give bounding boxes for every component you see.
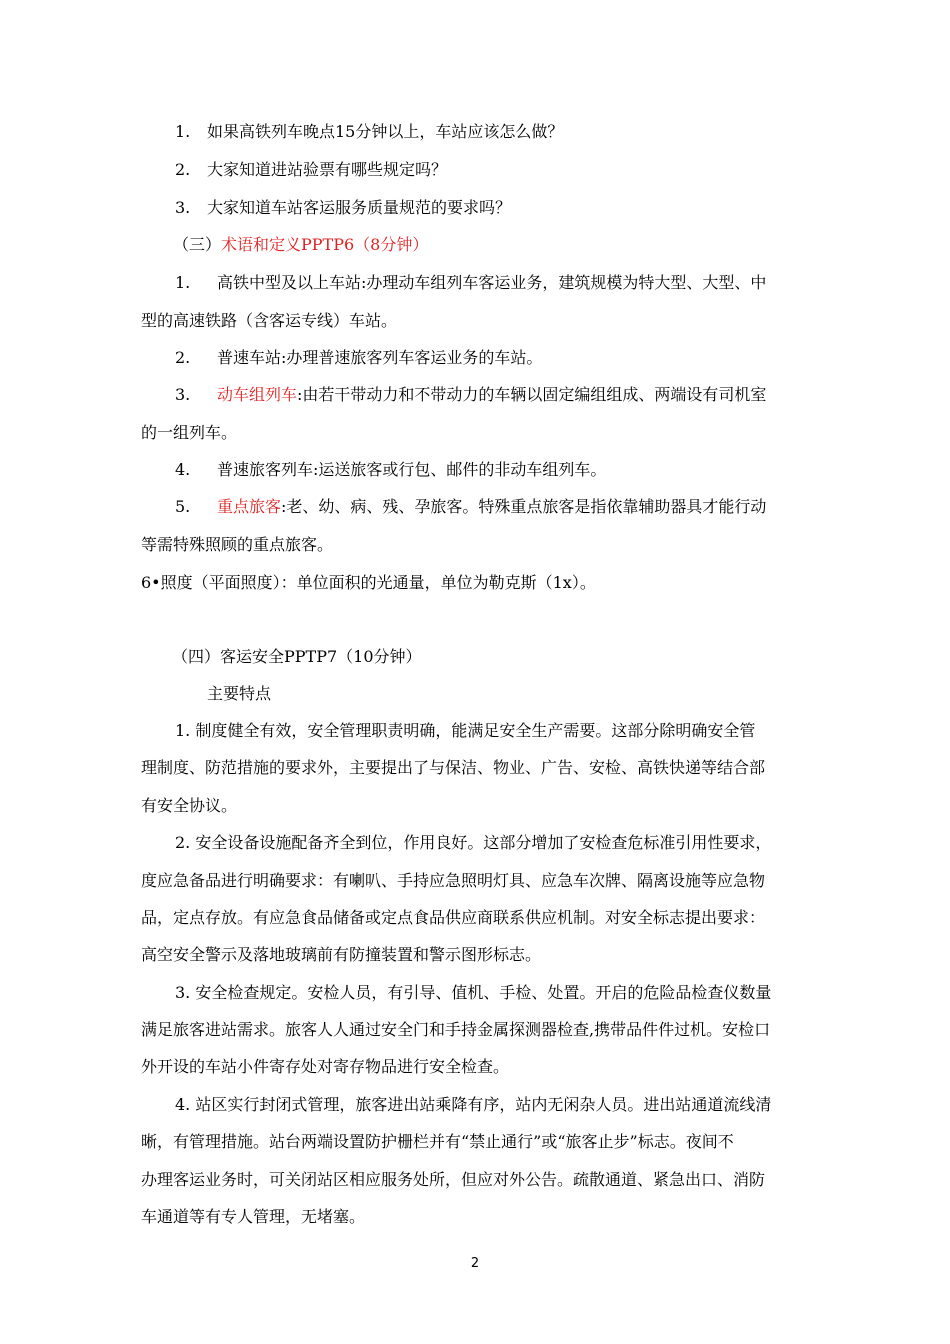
feature-paragraph-line: 有安全协议。: [141, 796, 238, 815]
feature-paragraph-line: 晰，有管理措施。站台两端设置防护栅栏并有“禁止通行”或“旅客止步”标志。夜间不: [141, 1132, 734, 1151]
question-item: [175, 160, 447, 180]
feature-paragraph-line: 4. 站区实行封闭式管理，旅客进出站乘降有序，站内无闲杂人员。进出站通道流线清: [175, 1095, 772, 1114]
definition-number: 5.: [175, 497, 191, 516]
feature-paragraph-line: 2. 安全设备设施配备齐全到位，作用良好。这部分增加了安检查危标准引用性要求，: [175, 833, 772, 852]
question-text: 如果高铁列车晚点15分钟以上，车站应该怎么做？: [207, 122, 564, 141]
definition-item: [175, 385, 766, 405]
definition-number: 3.: [175, 385, 191, 404]
feature-paragraph-line: 外开设的车站小件寄存处对寄存物品进行安全检查。: [141, 1057, 510, 1076]
question-item: [175, 198, 511, 218]
question-number: 3.: [175, 198, 191, 217]
definition-text: 普速车站:办理普速旅客列车客运业务的车站。: [217, 348, 543, 367]
section-title: 术语和定义PPTP6（8分钟）: [221, 235, 429, 254]
definition-continuation: 的一组列车。: [141, 423, 238, 442]
definition-number: 4.: [175, 460, 191, 479]
feature-paragraph-line: 办理客运业务时，可关闭站区相应服务处所，但应对外公告。疏散通道、紧急出口、消防: [141, 1170, 766, 1189]
definition-term: 动车组列车: [217, 385, 298, 404]
question-text: 大家知道进站验票有哪些规定吗？: [207, 160, 448, 179]
question-number: 2.: [175, 160, 191, 179]
question-item: [175, 122, 563, 142]
feature-paragraph-line: 高空安全警示及落地玻璃前有防撞装置和警示图形标志。: [141, 945, 542, 964]
feature-paragraph-line: 度应急备品进行明确要求：有喇叭、手持应急照明灯具、应急车次牌、隔离设施等应急物: [141, 871, 766, 890]
definition-number: 1.: [175, 273, 191, 292]
feature-paragraph-line: 满足旅客进站需求。旅客人人通过安全门和手持金属探测器检查,携带品件件过机。安检口: [141, 1020, 771, 1039]
question-number: 1.: [175, 122, 191, 141]
feature-paragraph-line: 品，定点存放。有应急食品储备或定点食品供应商联系供应机制。对安全标志提出要求：: [141, 908, 766, 927]
section-heading: （四）客运安全PPTP7（10分钟）: [172, 647, 422, 666]
definition-text: :老、幼、病、残、孕旅客。特殊重点旅客是指依靠辅助器具才能行动: [281, 497, 767, 516]
definition-term: 重点旅客: [217, 497, 282, 516]
page-number: 2: [470, 1256, 480, 1271]
section-heading: [173, 235, 428, 255]
definition-item: [175, 348, 542, 368]
definition-continuation: 型的高速铁路（含客运专线）车站。: [141, 311, 398, 330]
definition-item: [175, 497, 766, 517]
definition-continuation: 等需特殊照顾的重点旅客。: [141, 535, 334, 554]
section-prefix: （三）: [173, 235, 222, 254]
section-subtitle: 主要特点: [207, 684, 272, 703]
definition-item: [175, 273, 766, 293]
feature-paragraph-line: 车通道等有专人管理，无堵塞。: [141, 1207, 366, 1226]
definition-number: 2.: [175, 348, 191, 367]
definition-text: 普速旅客列车:运送旅客或行包、邮件的非动车组列车。: [217, 460, 607, 479]
feature-paragraph-line: 1. 制度健全有效，安全管理职责明确，能满足安全生产需要。这部分除明确安全管: [175, 721, 756, 740]
feature-paragraph-line: 理制度、防范措施的要求外，主要提出了与保洁、物业、广告、安检、高铁快递等结合部: [141, 758, 766, 777]
question-text: 大家知道车站客运服务质量规范的要求吗？: [207, 198, 512, 217]
definition-text: 高铁中型及以上车站:办理动车组列车客运业务，建筑规模为特大型、大型、中: [217, 273, 767, 292]
definition-item: 6•照度（平面照度）：单位面积的光通量，单位为勒克斯（1x）。: [141, 573, 596, 592]
feature-paragraph-line: 3. 安全检查规定。安检人员，有引导、值机、手检、处置。开启的危险品检查仪数量: [175, 983, 772, 1002]
definition-text: :由若干带动力和不带动力的车辆以固定编组组成、两端设有司机室: [297, 385, 767, 404]
definition-item: [175, 460, 606, 480]
